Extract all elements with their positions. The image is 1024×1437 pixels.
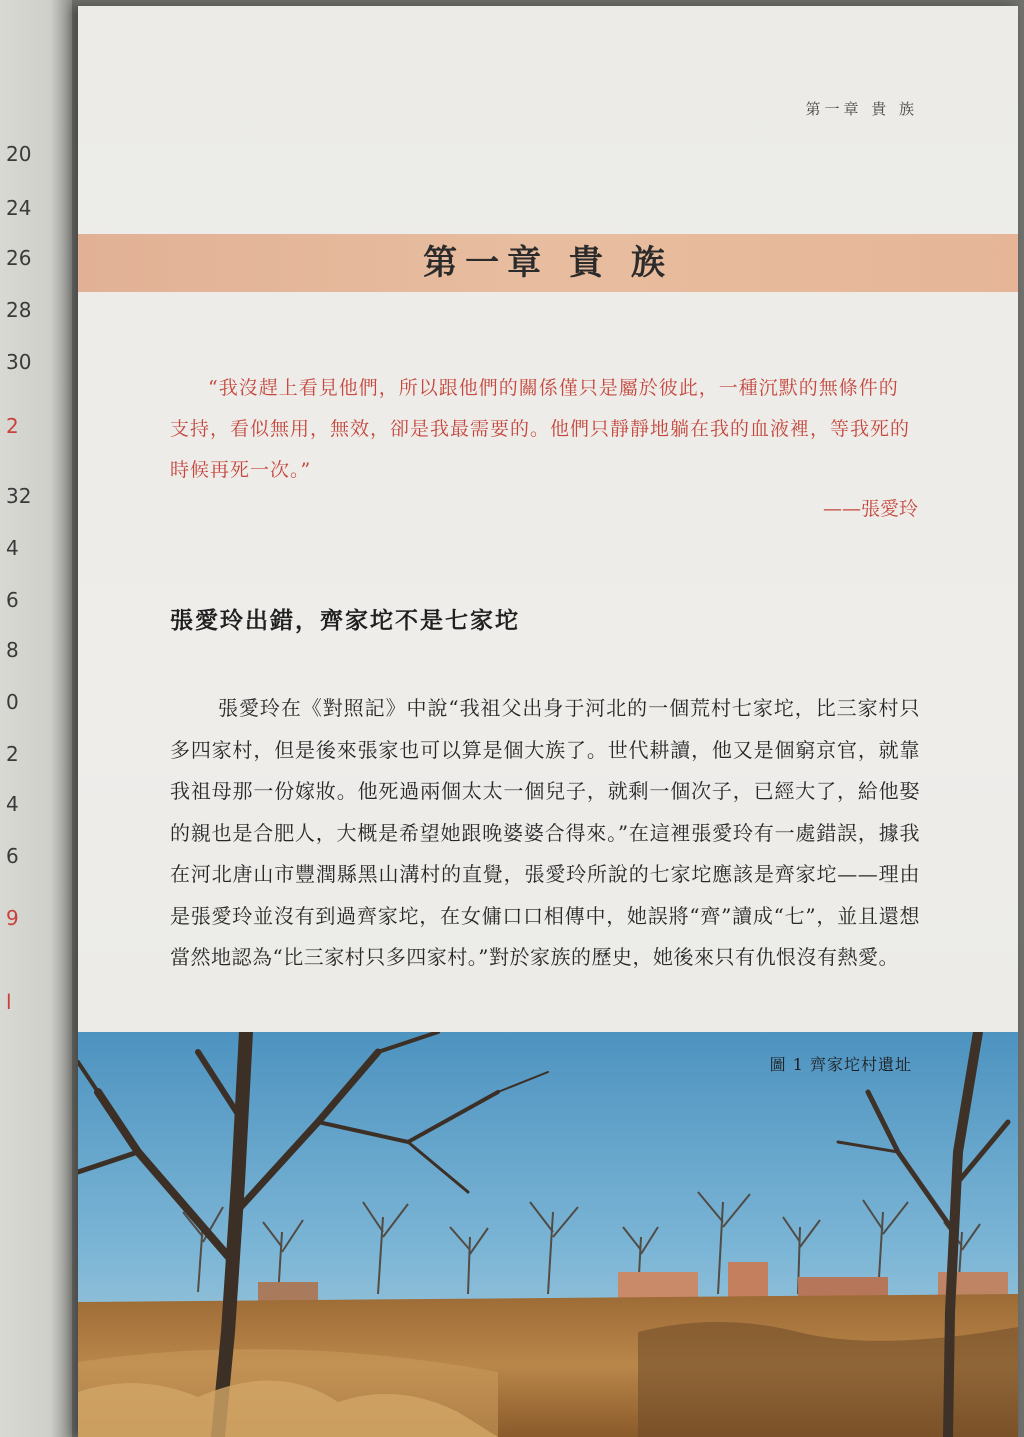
facing-page-number: 0	[6, 690, 19, 714]
epigraph-attribution: ——張愛玲	[822, 498, 918, 520]
facing-page-number: 24	[6, 196, 32, 220]
facing-page-number: 6	[6, 588, 19, 612]
village-ruins-photo	[78, 1032, 1018, 1437]
book-page	[78, 6, 1018, 1437]
facing-page-number: 2	[6, 742, 19, 766]
facing-page-number: 26	[6, 246, 32, 270]
photo-caption: 圖 1 齊家坨村遺址	[769, 1055, 912, 1074]
facing-page-number: 2	[6, 414, 19, 438]
facing-page-number: 32	[6, 484, 32, 508]
facing-page-number: 20	[6, 142, 32, 166]
chapter-title: 第一章 貴 族	[423, 243, 673, 283]
facing-page-number: 4	[6, 536, 19, 560]
section-heading: 張愛玲出錯，齊家坨不是七家坨	[170, 607, 520, 634]
body-paragraph: 張愛玲在《對照記》中說“我祖父出身于河北的一個荒村七家坨，比三家村只多四家村，但是後來張家也可以算是個大族了。世代耕讀，他又是個窮京官，就靠我祖母那一份嫁妝。他死過兩個太太一個兒子，就剩一個次子，已經大了，給他娶的親也是合肥人，大概是希望她跟晚婆婆合得來。”在這裡張愛玲有一處錯誤，據我在河北唐山市豐潤縣黑山溝村的直覺，張愛玲所說的七家坨應該是齊家坨——理由是張愛玲並沒有到過齊家坨，在女傭口口相傳中，她誤將“齊”讀成“七”，並且還想當然地認為“比三家村只多四家村。”對於家族的歷史，她後來只有仇恨沒有熱愛。	[170, 696, 920, 969]
facing-page-number: 9	[6, 906, 19, 930]
facing-page-number: 28	[6, 298, 32, 322]
facing-page-number: 30	[6, 350, 32, 374]
running-head: 第一章 貴 族	[805, 100, 918, 118]
epigraph-quote: “我沒趕上看見他們，所以跟他們的關係僅只是屬於彼此，一種沉默的無條件的支持，看似無用，無效，卻是我最需要的。他們只靜靜地躺在我的血液裡，等我死的時候再死一次。”	[170, 377, 911, 481]
facing-page-number: l	[6, 990, 12, 1014]
facing-page-number: 6	[6, 844, 19, 868]
facing-page-number: 4	[6, 792, 19, 816]
facing-page-number: 8	[6, 638, 19, 662]
photo-illustration	[78, 1032, 1018, 1437]
facing-page-edge	[0, 0, 72, 1437]
